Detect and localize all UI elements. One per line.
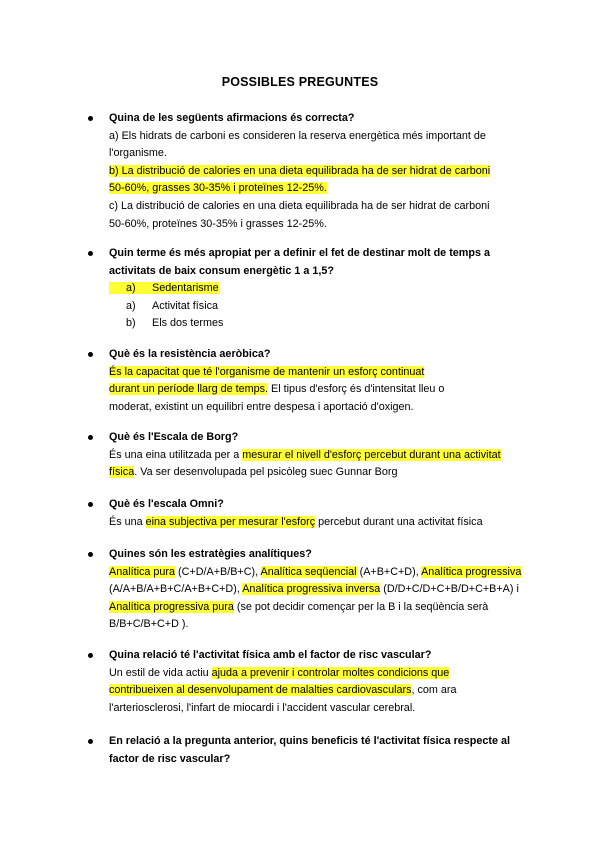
answer-text: (se pot decidir començar per la B i la seqüència serà [233, 600, 489, 613]
option-label: a) [126, 282, 136, 295]
bullet-icon [88, 435, 93, 440]
answer-text: És una eina utilitzada per a [109, 448, 243, 461]
question-3-text: Què és la resistència aeròbica? [109, 348, 271, 360]
option-label: a) [126, 299, 136, 312]
option-row [109, 298, 530, 316]
question-8-text-line1: En relació a la pregunta anterior, quins beneficis té l'activitat física respecte al [109, 735, 510, 747]
answer-highlight: contribueixen al desenvolupament de malalties cardiovasculars [109, 684, 412, 697]
question-7-text: Quina relació té l'activitat física amb el factor de risc vascular? [109, 649, 432, 661]
answer-highlight: És la capacitat que té l'organisme de mantenir un esforç continuat [109, 365, 425, 378]
question-4 [90, 429, 530, 482]
answer-text: B/B+C/B+C+D ). [109, 618, 189, 631]
bullet-icon [88, 653, 93, 658]
answer-highlight: Analítica progressiva pura [109, 600, 234, 613]
option-text: Sedentarisme [152, 282, 219, 295]
answer-b-line2: 50-60%, grasses 30-35% i proteïnes 12-25%. [109, 182, 327, 195]
question-7 [90, 647, 530, 717]
bullet-icon [88, 116, 93, 121]
answer-text: percebut durant una activitat física [315, 515, 483, 528]
answer-highlight: eina subjectiva per mesurar l'esforç [145, 515, 316, 528]
answer-text: És una [109, 515, 146, 528]
question-2-text-line1: Quin terme és més apropiat per a definir el fet de destinar molt de temps a [109, 247, 490, 259]
answer-b-line1: b) La distribució de calories en una dieta equilibrada ha de ser hidrat de carboni [109, 164, 491, 177]
option-text: Els dos termes [152, 317, 224, 330]
question-6 [90, 546, 530, 634]
bullet-icon [88, 739, 93, 744]
question-2 [90, 245, 530, 333]
answer-highlight: durant un període llarg de temps. [109, 383, 269, 396]
option-row [109, 280, 530, 298]
answer-text: (A/A+B/A+B+C/A+B+C+D), [109, 583, 243, 596]
answer-text: . Va ser desenvolupada pel psicòleg suec Gunnar Borg [134, 466, 398, 479]
answer-a-line2: l'organisme. [109, 147, 167, 160]
answer-text: l'arteriosclerosi, l'infart de miocardi i l'accident vascular cerebral. [109, 701, 416, 714]
question-1 [90, 110, 530, 233]
answer-highlight: Analítica progressiva [421, 565, 522, 578]
option-row [109, 315, 530, 333]
question-6-text: Quines són les estratègies analítiques? [109, 548, 312, 560]
question-8 [90, 733, 530, 768]
answer-text: (D/D+C/D+C+B/D+C+B+A) i [380, 583, 519, 596]
answer-text: , com ara [411, 684, 457, 697]
question-8-text-line2: factor de risc vascular? [109, 752, 231, 765]
answer-text: Un estil de vida actiu [109, 666, 212, 679]
option-text: Activitat física [152, 299, 218, 312]
answer-text: (A+B+C+D), [356, 565, 422, 578]
question-5-text: Què és l'escala Omni? [109, 498, 224, 510]
bullet-icon [88, 352, 93, 357]
answer-a-line1: a) Els hidrats de carboni es consideren la reserva energètica més important de [109, 129, 486, 142]
bullet-icon [88, 502, 93, 507]
question-3 [90, 346, 530, 416]
bullet-icon [88, 552, 93, 557]
answer-highlight: Analítica progressiva inversa [242, 583, 381, 596]
question-4-text: Què és l'Escala de Borg? [109, 431, 239, 443]
answer-c-line1: c) La distribució de calories en una dieta equilibrada ha de ser hidrat de carboni [109, 199, 490, 212]
page-title: POSSIBLES PREGUNTES [221, 75, 379, 89]
answer-highlight: mesurar el nivell d'esforç percebut durant una activitat [242, 448, 501, 461]
option-label: b) [126, 317, 136, 330]
question-5 [90, 496, 530, 531]
answer-text: El tipus d'esforç és d'intensitat lleu o [268, 383, 445, 396]
answer-c-line2: 50-60%, proteïnes 30-35% i grasses 12-25%. [109, 217, 327, 230]
answer-highlight: Analítica pura [109, 565, 176, 578]
bullet-icon [88, 251, 93, 256]
answer-text: moderat, existint un equilibri entre despesa i aportació d'oxigen. [109, 400, 414, 413]
answer-highlight: Analítica seqüencial [260, 565, 357, 578]
answer-highlight: física [109, 466, 135, 479]
answer-text: (C+D/A+B/B+C), [175, 565, 261, 578]
question-1-text: Quina de les següents afirmacions és correcta? [109, 112, 355, 124]
question-2-text-line2: activitats de baix consum energètic 1 a 1,5? [109, 264, 335, 277]
answer-highlight: ajuda a prevenir i controlar moltes condicions que [211, 666, 450, 679]
